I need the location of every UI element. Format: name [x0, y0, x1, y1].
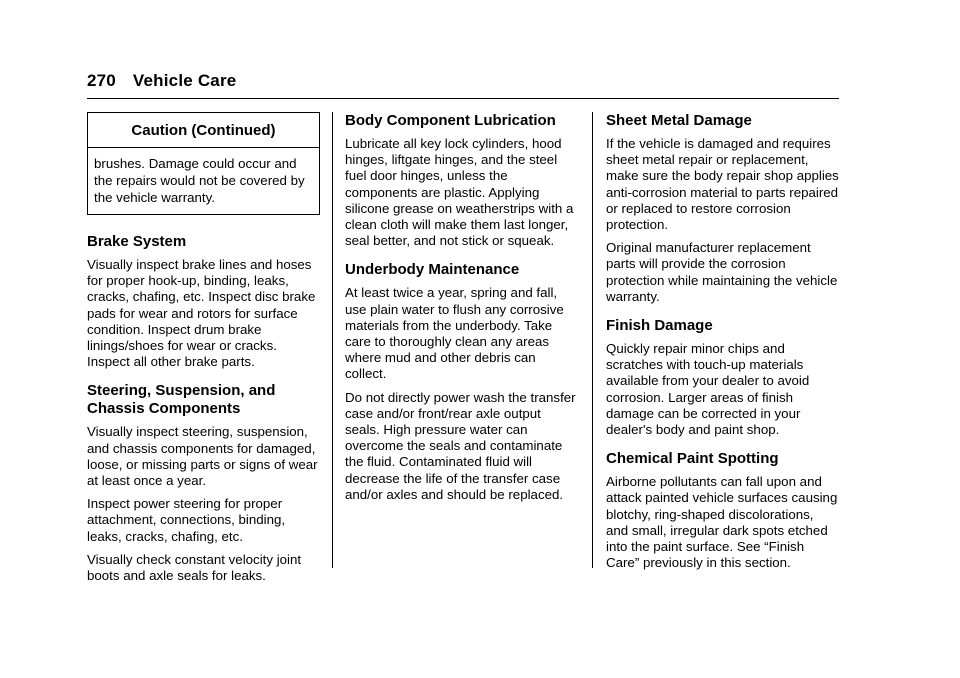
- header-rule: [87, 98, 839, 99]
- paragraph-underbody-1: At least twice a year, spring and fall, use plain water to flush any corrosive materials from the underbody. Take care to thoroughly clean any areas where mud and other debris can collect.: [345, 285, 564, 382]
- heading-body-lubrication: Body Component Lubrication: [345, 112, 556, 129]
- column-1: [87, 112, 320, 591]
- column-3: [606, 112, 839, 578]
- caution-body: brushes. Damage could occur and the repairs would not be covered by the vehicle warranty.: [94, 156, 305, 205]
- heading-brake-system: Brake System: [87, 233, 187, 250]
- heading-finish-damage: Finish Damage: [606, 317, 713, 335]
- heading-chemical-paint-spotting: Chemical Paint Spotting: [606, 450, 779, 468]
- paragraph-underbody-2: Do not directly power wash the transfer case and/or front/rear axle output seals. High pressure water can overcome the seals and contaminate the fluid. Contaminated fluid will decrease the life of the transfer case and/or axles and should be replaced.: [345, 389, 576, 502]
- page-header: [87, 71, 236, 91]
- heading-steering-suspension: Steering, Suspension, and Chassis Components: [87, 382, 276, 418]
- heading-sheet-metal-damage: Sheet Metal Damage: [606, 112, 752, 129]
- heading-underbody-maintenance: Underbody Maintenance: [345, 261, 520, 279]
- column-2: [345, 112, 579, 510]
- caution-box: [87, 112, 320, 215]
- paragraph-body-lubrication: Lubricate all key lock cylinders, hood hinges, liftgate hinges, and the steel fuel door hinges, unless the components are plastic. Applying silicone grease on weatherstrips with a clean cloth will make them last longer, seal better, and not stick or squeak.: [345, 136, 574, 249]
- paragraph-steering-1: Visually inspect steering, suspension, and chassis components for damaged, loose, or missing parts or signs of wear at least once a year.: [87, 424, 318, 489]
- caution-title: Caution (Continued): [88, 113, 319, 148]
- paragraph-chemical-paint-spotting: Airborne pollutants can fall upon and attack painted vehicle surfaces causing blotchy, ring-shaped discolorations, and small, irregular dark spots etched into the paint surface. See “Finish Care” previously in this section.: [606, 474, 838, 571]
- column-divider-1: [332, 112, 333, 568]
- paragraph-steering-2: Inspect power steering for proper attachment, connections, binding, leaks, cracks, chafing, etc.: [87, 496, 286, 544]
- page-number: 270: [87, 71, 116, 90]
- paragraph-finish-damage: Quickly repair minor chips and scratches with touch-up materials available from your dealer to avoid corrosion. Larger areas of finish damage can be corrected in your dealer's body and paint shop.: [606, 341, 810, 438]
- paragraph-sheet-metal-1: If the vehicle is damaged and requires sheet metal repair or replacement, make sure the body repair shop applies anti-corrosion material to parts repaired or replaced to restore corrosion protection.: [606, 136, 839, 233]
- paragraph-brake-system: Visually inspect brake lines and hoses for proper hook-up, binding, leaks, cracks, chafing, etc. Inspect disc brake pads for wear and rotors for surface condition. Inspect drum brake linings/shoes for wear or cracks. Inspect all other brake parts.: [87, 257, 316, 370]
- section-title: Vehicle Care: [132, 71, 237, 90]
- paragraph-steering-3: Visually check constant velocity joint boots and axle seals for leaks.: [87, 551, 302, 584]
- paragraph-sheet-metal-2: Original manufacturer replacement parts will provide the corrosion protection while maintaining the vehicle warranty.: [606, 240, 838, 304]
- column-divider-2: [592, 112, 593, 568]
